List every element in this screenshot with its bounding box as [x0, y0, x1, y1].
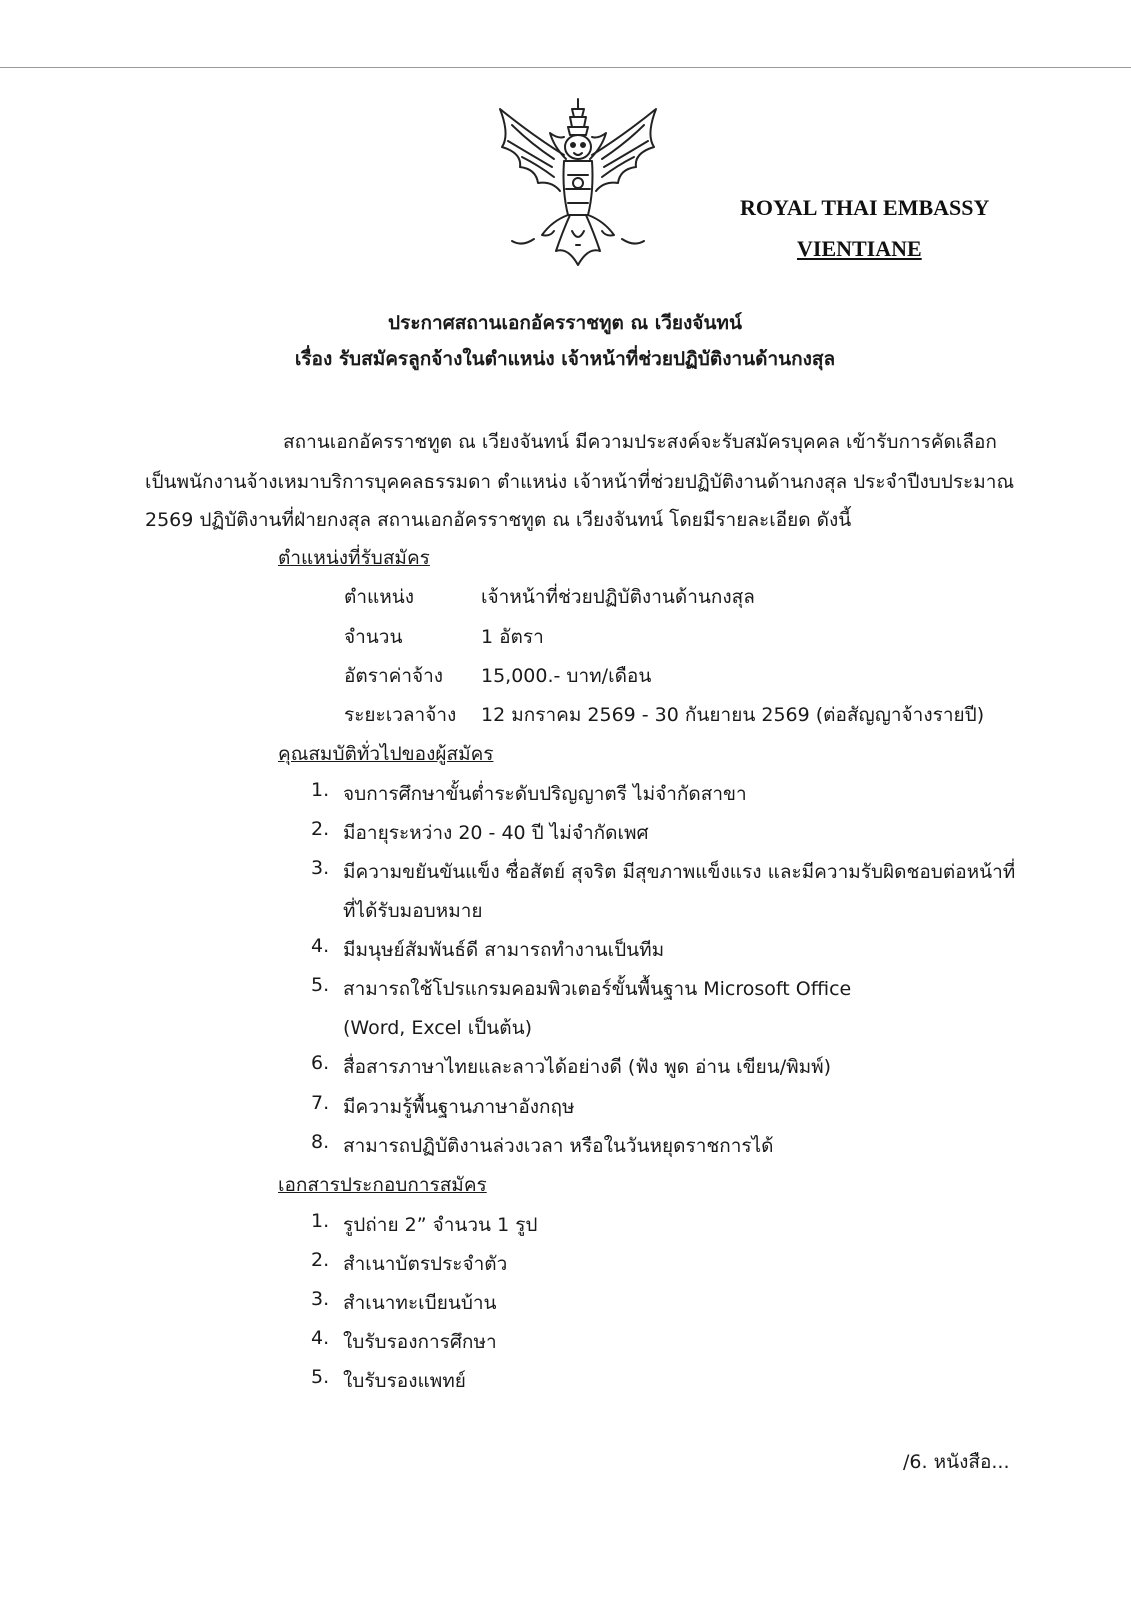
document-number: 2. [311, 1249, 330, 1271]
document-item: สำเนาบัตรประจำตัว [343, 1253, 508, 1275]
qualification-item: สามารถใช้โปรแกรมคอมพิวเตอร์ขั้นพื้นฐาน Microsoft Office [343, 978, 852, 1000]
quantity-value: 1 อัตรา [481, 626, 544, 648]
qualification-number: 5. [311, 974, 330, 996]
wage-label: อัตราค่าจ้าง [344, 665, 444, 687]
qualifications-heading: คุณสมบัติทั่วไปของผู้สมัคร [278, 743, 494, 765]
qualification-item: มีมนุษย์สัมพันธ์ดี สามารถทำงานเป็นทีม [343, 939, 665, 961]
intro-line-1: สถานเอกอัครราชทูต ณ เวียงจันทน์ มีความประสงค์จะรับสมัครบุคคล เข้ารับการคัดเลือก [283, 431, 997, 453]
quantity-label: จำนวน [344, 626, 403, 648]
document-number: 4. [311, 1327, 330, 1349]
qualification-item-continued: ที่ได้รับมอบหมาย [343, 900, 483, 922]
document-number: 5. [311, 1366, 330, 1388]
qualification-number: 6. [311, 1052, 330, 1074]
qualification-number: 8. [311, 1131, 330, 1153]
document-number: 1. [311, 1210, 330, 1232]
wage-value: 15,000.- บาท/เดือน [481, 665, 652, 687]
document-number: 3. [311, 1288, 330, 1310]
position-value: เจ้าหน้าที่ช่วยปฏิบัติงานด้านกงสุล [481, 586, 755, 608]
qualification-item: มีความขยันขันแข็ง ซื่อสัตย์ สุจริต มีสุขภาพแข็งแรง และมีความรับผิดชอบต่อหน้าที่ [343, 861, 1016, 883]
qualification-number: 3. [311, 857, 330, 879]
embassy-name: ROYAL THAI EMBASSY [740, 195, 990, 220]
intro-line-2: เป็นพนักงานจ้างเหมาบริการบุคคลธรรมดา ตำแหน่ง เจ้าหน้าที่ช่วยปฏิบัติงานด้านกงสุล ประจำปีงบประมาณ [145, 471, 1015, 493]
documents-heading: เอกสารประกอบการสมัคร [278, 1174, 487, 1196]
announcement-subject: เรื่อง รับสมัครลูกจ้างในตำแหน่ง เจ้าหน้าที่ช่วยปฏิบัติงานด้านกงสุล [294, 348, 836, 370]
position-heading: ตำแหน่งที่รับสมัคร [278, 547, 430, 569]
qualification-item: สื่อสารภาษาไทยและลาวได้อย่างดี (ฟัง พูด อ่าน เขียน/พิมพ์) [343, 1056, 832, 1078]
embassy-city: VIENTIANE [797, 236, 922, 261]
qualification-item-continued: (Word, Excel เป็นต้น) [343, 1017, 532, 1039]
top-rule [0, 67, 1131, 68]
qualification-number: 4. [311, 935, 330, 957]
page-continuation: /6. หนังสือ... [903, 1451, 1010, 1473]
qualification-item: จบการศึกษาขั้นต่ำระดับปริญญาตรี ไม่จำกัดสาขา [343, 783, 747, 805]
duration-label: ระยะเวลาจ้าง [344, 704, 457, 726]
document-item: สำเนาทะเบียนบ้าน [343, 1292, 497, 1314]
document-item: รูปถ่าย 2” จำนวน 1 รูป [343, 1214, 538, 1236]
duration-value: 12 มกราคม 2569 - 30 กันยายน 2569 (ต่อสัญญาจ้างรายปี) [481, 704, 985, 726]
garuda-emblem-icon [492, 95, 664, 270]
announcement-title: ประกาศสถานเอกอัครราชทูต ณ เวียงจันทน์ [388, 312, 742, 334]
qualification-number: 2. [311, 818, 330, 840]
qualification-item: สามารถปฏิบัติงานล่วงเวลา หรือในวันหยุดราชการได้ [343, 1135, 774, 1157]
document-item: ใบรับรองการศึกษา [343, 1331, 497, 1353]
qualification-item: มีความรู้พื้นฐานภาษาอังกฤษ [343, 1096, 575, 1118]
position-label: ตำแหน่ง [344, 586, 415, 608]
qualification-number: 7. [311, 1092, 330, 1114]
document-item: ใบรับรองแพทย์ [343, 1370, 466, 1392]
qualification-number: 1. [311, 779, 330, 801]
intro-line-3: 2569 ปฏิบัติงานที่ฝ่ายกงสุล สถานเอกอัครราชทูต ณ เวียงจันทน์ โดยมีรายละเอียด ดังนี้ [145, 509, 852, 531]
qualification-item: มีอายุระหว่าง 20 - 40 ปี ไม่จำกัดเพศ [343, 822, 649, 844]
